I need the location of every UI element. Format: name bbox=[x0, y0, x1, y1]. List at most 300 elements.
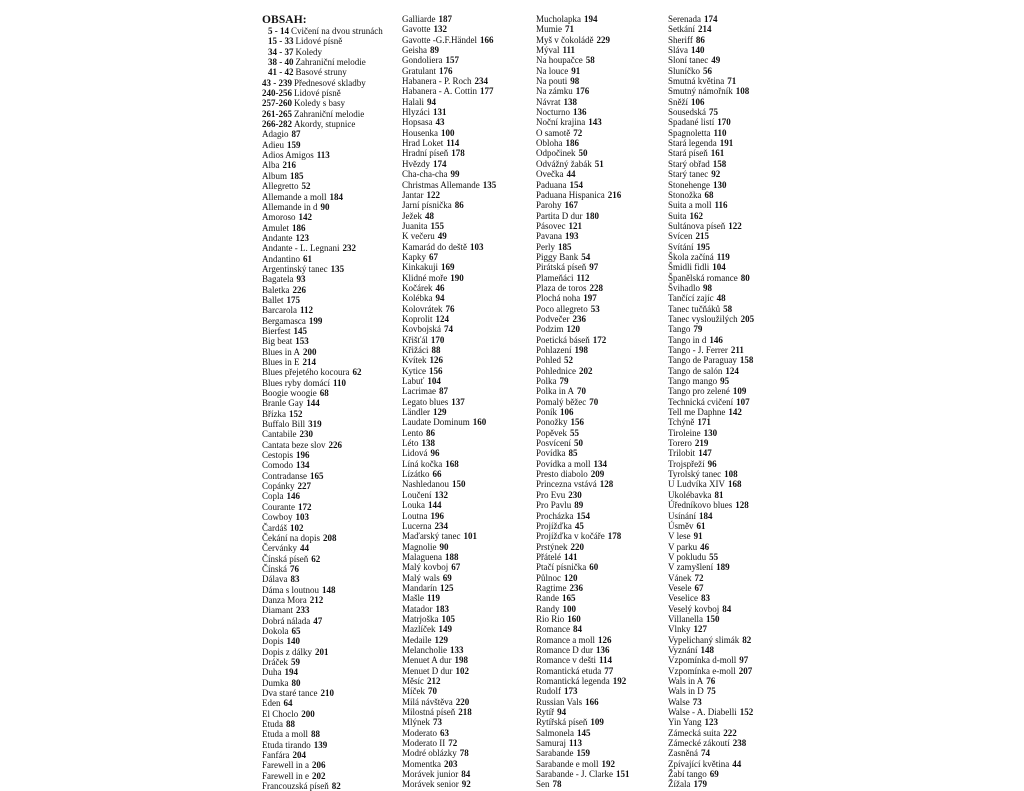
entry-page: 216 bbox=[607, 189, 622, 200]
entry-title: Branle Gay bbox=[262, 398, 304, 409]
index-entry bbox=[536, 314, 668, 324]
entry-title: Walse - A. Diabelli bbox=[668, 707, 737, 718]
entry-page: 207 bbox=[738, 665, 753, 676]
entry-title: Půlnoc bbox=[536, 572, 562, 583]
index-entry bbox=[536, 148, 668, 158]
entry-page: 109 bbox=[732, 386, 747, 397]
index-entry bbox=[262, 481, 407, 491]
entry-page: 165 bbox=[310, 470, 324, 481]
entry-title: Pro Pavlu bbox=[536, 500, 572, 511]
entry-page: 145 bbox=[577, 727, 591, 738]
index-entry bbox=[536, 645, 668, 655]
entry-title: Obloha bbox=[536, 138, 563, 149]
toc-title: Koledy s basy bbox=[294, 98, 345, 109]
entry-page: 85 bbox=[568, 448, 578, 459]
index-entry bbox=[668, 717, 793, 727]
entry-page: 104 bbox=[712, 262, 726, 273]
entry-page: 171 bbox=[697, 417, 711, 428]
entry-title: Vyznání bbox=[668, 644, 698, 655]
entry-page: 176 bbox=[439, 65, 453, 76]
entry-title: Svícen bbox=[668, 231, 693, 242]
entry-page: 102 bbox=[455, 665, 469, 676]
entry-page: 158 bbox=[739, 355, 754, 366]
entry-page: 136 bbox=[573, 107, 587, 118]
entry-title: Starý tanec bbox=[668, 169, 709, 180]
entry-title: Yin Yang bbox=[668, 717, 702, 728]
index-entry bbox=[402, 552, 532, 562]
entry-title: Pohlednice bbox=[536, 365, 576, 376]
entry-page: 123 bbox=[295, 232, 309, 243]
entry-page: 44 bbox=[566, 169, 576, 180]
entry-page: 79 bbox=[559, 376, 569, 387]
entry-page: 48 bbox=[716, 293, 726, 304]
entry-title: Copánky bbox=[262, 481, 295, 492]
entry-title: Bergamasca bbox=[262, 315, 306, 326]
entry-title: Poník bbox=[536, 407, 558, 418]
index-entry bbox=[536, 86, 668, 96]
entry-title: Prstýnek bbox=[536, 541, 568, 552]
index-entry bbox=[262, 595, 407, 605]
entry-title: Moderato bbox=[402, 727, 437, 738]
entry-page: 52 bbox=[301, 181, 311, 192]
entry-title: Čínská bbox=[262, 563, 288, 574]
toc-entry bbox=[262, 47, 407, 57]
entry-page: 70 bbox=[589, 396, 599, 407]
index-entry bbox=[262, 626, 407, 636]
entry-title: Sultánova píseň bbox=[668, 220, 726, 231]
entry-page: 90 bbox=[439, 541, 449, 552]
entry-title: Lento bbox=[402, 427, 423, 438]
entry-page: 52 bbox=[564, 355, 574, 366]
index-entry bbox=[402, 324, 532, 334]
entry-page: 186 bbox=[565, 138, 579, 149]
entry-title: Gavotte -G.F.Händel bbox=[402, 34, 478, 45]
index-entry bbox=[402, 335, 532, 345]
index-entry bbox=[536, 635, 668, 645]
index-entry bbox=[262, 729, 407, 739]
entry-title: Labuť bbox=[402, 376, 425, 387]
index-entry bbox=[536, 97, 668, 107]
entry-title: Rytíř bbox=[536, 707, 555, 718]
entry-title: Danza Mora bbox=[262, 594, 307, 605]
entry-page: 160 bbox=[567, 613, 581, 624]
entry-page: 102 bbox=[290, 522, 304, 533]
entry-title: Matrjoška bbox=[402, 613, 439, 624]
entry-page: 113 bbox=[569, 738, 583, 749]
entry-title: Parohy bbox=[536, 200, 562, 211]
entry-title: Kytice bbox=[402, 365, 426, 376]
entry-title: Mašle bbox=[402, 593, 424, 604]
entry-title: Rande bbox=[536, 593, 559, 604]
entry-title: Dumka bbox=[262, 677, 289, 688]
index-entry bbox=[668, 345, 793, 355]
entry-page: 233 bbox=[296, 605, 310, 616]
entry-page: 89 bbox=[430, 45, 439, 56]
entry-page: 142 bbox=[298, 212, 312, 223]
entry-page: 132 bbox=[434, 489, 448, 500]
entry-title: Ragtime bbox=[536, 582, 567, 593]
entry-title: Sen bbox=[536, 779, 550, 790]
entry-page: 226 bbox=[292, 284, 306, 295]
entry-title: Hradní píseň bbox=[402, 148, 449, 159]
entry-title: Hrad Loket bbox=[402, 138, 444, 149]
entry-title: Tiroleine bbox=[668, 427, 701, 438]
entry-title: Myš v čokoládě bbox=[536, 34, 594, 45]
entry-title: Stará píseň bbox=[668, 148, 708, 159]
entry-page: 166 bbox=[585, 696, 599, 707]
index-entry bbox=[262, 460, 407, 470]
index-entry bbox=[668, 221, 793, 231]
entry-title: Na louce bbox=[536, 65, 569, 76]
index-entry bbox=[536, 283, 668, 293]
index-entry bbox=[536, 448, 668, 458]
entry-title: Dobrá nálada bbox=[262, 615, 311, 626]
entry-title: Stonehenge bbox=[668, 179, 710, 190]
entry-page: 88 bbox=[286, 719, 295, 730]
entry-page: 195 bbox=[696, 241, 711, 252]
entry-page: 174 bbox=[433, 158, 447, 169]
entry-page: 101 bbox=[463, 531, 478, 542]
index-entry bbox=[402, 252, 532, 262]
index-entry bbox=[402, 293, 532, 303]
entry-page: 194 bbox=[584, 14, 598, 24]
entry-page: 194 bbox=[284, 667, 298, 678]
toc-entry bbox=[262, 57, 407, 67]
index-entry bbox=[402, 107, 532, 117]
entry-title: Moderato II bbox=[402, 738, 446, 749]
entry-page: 152 bbox=[289, 408, 303, 419]
entry-page: 192 bbox=[612, 676, 627, 686]
index-entry bbox=[402, 283, 532, 293]
entry-page: 108 bbox=[724, 469, 738, 480]
toc-pages: 41 - 42 bbox=[268, 67, 294, 78]
index-entry bbox=[402, 717, 532, 727]
index-entry bbox=[262, 171, 407, 181]
index-entry bbox=[402, 490, 532, 500]
entry-page: 95 bbox=[720, 376, 730, 387]
entry-title: Veselý kovboj bbox=[668, 603, 720, 614]
index-entry bbox=[402, 707, 532, 717]
index-entry bbox=[536, 438, 668, 448]
toc-pages: 266-282 bbox=[262, 119, 292, 130]
index-entry bbox=[402, 14, 532, 24]
entry-title: Paduana bbox=[536, 179, 567, 190]
entry-page: 122 bbox=[426, 189, 440, 200]
entry-title: Allegretto bbox=[262, 181, 299, 192]
entry-page: 212 bbox=[309, 594, 324, 605]
entry-page: 144 bbox=[306, 398, 320, 409]
index-entry bbox=[668, 169, 793, 179]
entry-page: 121 bbox=[568, 220, 582, 231]
entry-page: 185 bbox=[290, 170, 304, 181]
toc-entry bbox=[262, 88, 407, 98]
entry-page: 230 bbox=[568, 489, 582, 500]
entry-title: Serenada bbox=[668, 14, 701, 24]
entry-title: Adios Amigos bbox=[262, 150, 314, 161]
entry-page: 72 bbox=[448, 738, 458, 749]
entry-page: 216 bbox=[282, 160, 296, 171]
index-entry bbox=[668, 573, 793, 583]
entry-title: Starý obřad bbox=[668, 158, 710, 169]
index-entry bbox=[402, 593, 532, 603]
entry-page: 98 bbox=[570, 76, 580, 87]
entry-page: 107 bbox=[736, 396, 750, 407]
entry-title: Stará legenda bbox=[668, 138, 717, 149]
entry-title: Setkání bbox=[668, 24, 695, 35]
entry-title: Blues ryby domácí bbox=[262, 377, 330, 388]
entry-title: Vlnky bbox=[668, 624, 691, 635]
entry-page: 201 bbox=[315, 646, 329, 657]
index-entry bbox=[262, 150, 407, 160]
entry-page: 76 bbox=[706, 676, 716, 686]
index-entry bbox=[668, 769, 793, 779]
entry-page: 82 bbox=[331, 781, 341, 791]
entry-page: 94 bbox=[427, 96, 436, 107]
index-entry bbox=[536, 428, 668, 438]
entry-page: 168 bbox=[445, 458, 459, 469]
index-entry bbox=[668, 366, 793, 376]
entry-page: 111 bbox=[562, 45, 576, 56]
entry-page: 91 bbox=[693, 531, 703, 542]
entry-title: Projížďka bbox=[536, 520, 572, 531]
entry-page: 174 bbox=[703, 14, 718, 24]
index-entry bbox=[402, 562, 532, 572]
entry-title: Blues in A bbox=[262, 346, 301, 357]
entry-page: 89 bbox=[574, 500, 584, 511]
entry-page: 45 bbox=[574, 520, 584, 531]
entry-page: 106 bbox=[691, 96, 705, 107]
entry-title: Sousedská bbox=[668, 107, 706, 118]
entry-title: Sluníčko bbox=[668, 65, 701, 76]
entry-page: 90 bbox=[320, 201, 330, 212]
entry-page: 67 bbox=[451, 562, 461, 573]
entry-title: Žížala bbox=[668, 779, 691, 790]
entry-title: Malaguena bbox=[402, 551, 442, 562]
entry-page: 92 bbox=[461, 779, 471, 790]
entry-page: 148 bbox=[700, 644, 714, 655]
index-entry bbox=[262, 295, 407, 305]
index-entry bbox=[262, 781, 407, 791]
index-entry bbox=[668, 24, 793, 34]
toc-title: Lidové písně bbox=[294, 88, 341, 99]
entry-page: 219 bbox=[694, 438, 709, 449]
entry-page: 112 bbox=[299, 305, 313, 316]
index-entry bbox=[402, 169, 532, 179]
index-entry bbox=[262, 254, 407, 264]
entry-title: Adagio bbox=[262, 129, 289, 140]
index-entry bbox=[262, 243, 407, 253]
index-entry bbox=[402, 614, 532, 624]
index-entry bbox=[668, 779, 793, 789]
entry-page: 124 bbox=[435, 313, 449, 324]
index-entry bbox=[402, 211, 532, 221]
entry-title: Halali bbox=[402, 96, 424, 107]
entry-title: Pro Evu bbox=[536, 489, 566, 500]
index-entry bbox=[402, 66, 532, 76]
entry-title: Zámecká suita bbox=[668, 727, 721, 738]
index-entry bbox=[536, 231, 668, 241]
entry-title: Lucerna bbox=[402, 520, 432, 531]
entry-title: Morávek senior bbox=[402, 779, 459, 790]
entry-title: Plochá noha bbox=[536, 293, 581, 304]
index-entry bbox=[668, 273, 793, 283]
entry-title: Salmonela bbox=[536, 727, 574, 738]
entry-page: 193 bbox=[565, 231, 579, 242]
entry-title: Suita bbox=[668, 210, 687, 221]
toc-entry bbox=[262, 78, 407, 88]
index-entry bbox=[668, 645, 793, 655]
entry-title: Piggy Bank bbox=[536, 251, 579, 262]
entry-page: 93 bbox=[296, 274, 306, 285]
index-entry bbox=[536, 221, 668, 231]
index-entry bbox=[262, 223, 407, 233]
entry-page: 133 bbox=[449, 644, 464, 655]
index-entry bbox=[402, 511, 532, 521]
entry-page: 162 bbox=[689, 210, 704, 221]
entry-page: 44 bbox=[732, 758, 742, 769]
index-entry bbox=[262, 140, 407, 150]
entry-page: 97 bbox=[589, 262, 599, 273]
index-entry bbox=[536, 655, 668, 665]
entry-title: Dáma s loutnou bbox=[262, 584, 319, 595]
entry-page: 71 bbox=[727, 76, 737, 87]
entry-page: 78 bbox=[552, 779, 562, 790]
index-entry bbox=[668, 459, 793, 469]
entry-title: Dopis z dálky bbox=[262, 646, 312, 657]
index-entry bbox=[262, 709, 407, 719]
index-entry bbox=[668, 469, 793, 479]
entry-page: 99 bbox=[450, 169, 460, 180]
entry-title: Vzpomínka e-moll bbox=[668, 665, 736, 676]
index-entry bbox=[262, 347, 407, 357]
entry-title: Milostná píseň bbox=[402, 707, 456, 718]
index-entry bbox=[402, 262, 532, 272]
entry-title: Christmas Allemande bbox=[402, 179, 480, 190]
entry-page: 191 bbox=[719, 138, 734, 149]
entry-page: 156 bbox=[570, 417, 584, 428]
toc-title: Akordy, stupnice bbox=[294, 119, 356, 130]
index-entry bbox=[536, 55, 668, 65]
entry-title: Kovbojská bbox=[402, 324, 441, 335]
index-entry bbox=[536, 531, 668, 541]
entry-title: Paduana Hispanica bbox=[536, 189, 605, 200]
entry-title: Pohled bbox=[536, 355, 562, 366]
entry-title: Spagnoletta bbox=[668, 127, 711, 138]
entry-title: Kolovrátek bbox=[402, 303, 443, 314]
index-entry bbox=[402, 531, 532, 541]
index-entry bbox=[536, 459, 668, 469]
index-entry bbox=[668, 148, 793, 158]
entry-page: 75 bbox=[706, 686, 716, 697]
entry-title: Melancholie bbox=[402, 644, 447, 655]
index-entry bbox=[262, 429, 407, 439]
entry-title: Vzpomínka d-moll bbox=[668, 655, 737, 666]
index-entry bbox=[668, 635, 793, 645]
entry-page: 199 bbox=[308, 315, 323, 326]
entry-page: 140 bbox=[286, 636, 301, 647]
entry-title: Samuraj bbox=[536, 738, 566, 749]
entry-title: Dokola bbox=[262, 625, 289, 636]
entry-title: Bagatela bbox=[262, 274, 294, 285]
index-entry bbox=[262, 657, 407, 667]
entry-page: 96 bbox=[430, 448, 440, 459]
entry-page: 51 bbox=[594, 158, 604, 169]
index-entry bbox=[668, 542, 793, 552]
entry-title: Sarabande bbox=[536, 748, 574, 759]
index-entry bbox=[262, 160, 407, 170]
entry-title: Cantabile bbox=[262, 429, 297, 440]
entry-page: 76 bbox=[445, 303, 455, 314]
entry-title: Tanec vysloužilých bbox=[668, 313, 738, 324]
entry-page: 135 bbox=[330, 263, 345, 274]
index-entry bbox=[262, 574, 407, 584]
title-list-1 bbox=[262, 129, 407, 791]
toc-pages: 38 - 40 bbox=[268, 57, 294, 68]
entry-title: Louka bbox=[402, 500, 425, 511]
entry-page: 220 bbox=[570, 541, 584, 552]
index-entry bbox=[668, 190, 793, 200]
entry-title: Zasněná bbox=[668, 748, 698, 759]
entry-title: Pohlazení bbox=[536, 345, 572, 355]
index-entry bbox=[402, 542, 532, 552]
entry-page: 103 bbox=[295, 512, 310, 523]
index-entry bbox=[668, 107, 793, 117]
entry-page: 137 bbox=[451, 396, 465, 407]
index-entry bbox=[402, 97, 532, 107]
entry-page: 55 bbox=[570, 427, 579, 438]
entry-page: 69 bbox=[709, 769, 719, 780]
entry-page: 173 bbox=[564, 686, 578, 697]
index-entry bbox=[536, 24, 668, 34]
index-entry bbox=[262, 305, 407, 315]
entry-page: 232 bbox=[342, 243, 356, 254]
entry-title: Hlyzáci bbox=[402, 107, 430, 118]
index-entry bbox=[536, 200, 668, 210]
index-entry bbox=[668, 500, 793, 510]
index-entry bbox=[402, 45, 532, 55]
index-entry bbox=[402, 604, 532, 614]
entry-page: 69 bbox=[442, 572, 452, 583]
entry-title: Červánky bbox=[262, 543, 297, 554]
entry-page: 196 bbox=[296, 450, 310, 461]
entry-page: 214 bbox=[698, 24, 712, 35]
entry-title: Russian Vals bbox=[536, 696, 583, 707]
entry-title: Cestopis bbox=[262, 450, 294, 461]
index-entry bbox=[402, 448, 532, 458]
entry-page: 70 bbox=[428, 686, 437, 697]
entry-page: 106 bbox=[560, 407, 574, 418]
index-entry bbox=[262, 605, 407, 615]
entry-page: 73 bbox=[692, 696, 702, 707]
entry-title: Posvícení bbox=[536, 438, 571, 449]
index-entry bbox=[402, 55, 532, 65]
entry-page: 86 bbox=[695, 34, 705, 45]
index-entry bbox=[262, 512, 407, 522]
entry-page: 172 bbox=[592, 334, 607, 345]
toc-title: Koledy bbox=[295, 46, 322, 57]
index-entry bbox=[262, 388, 407, 398]
entry-title: Nocturno bbox=[536, 107, 570, 118]
entry-page: 80 bbox=[740, 272, 750, 283]
entry-title: Buffalo Bill bbox=[262, 419, 306, 430]
index-entry bbox=[536, 469, 668, 479]
index-entry bbox=[536, 511, 668, 521]
index-entry bbox=[668, 531, 793, 541]
index-entry bbox=[536, 159, 668, 169]
entry-title: Lidová bbox=[402, 448, 428, 459]
index-entry bbox=[668, 324, 793, 334]
entry-page: 130 bbox=[713, 179, 727, 190]
